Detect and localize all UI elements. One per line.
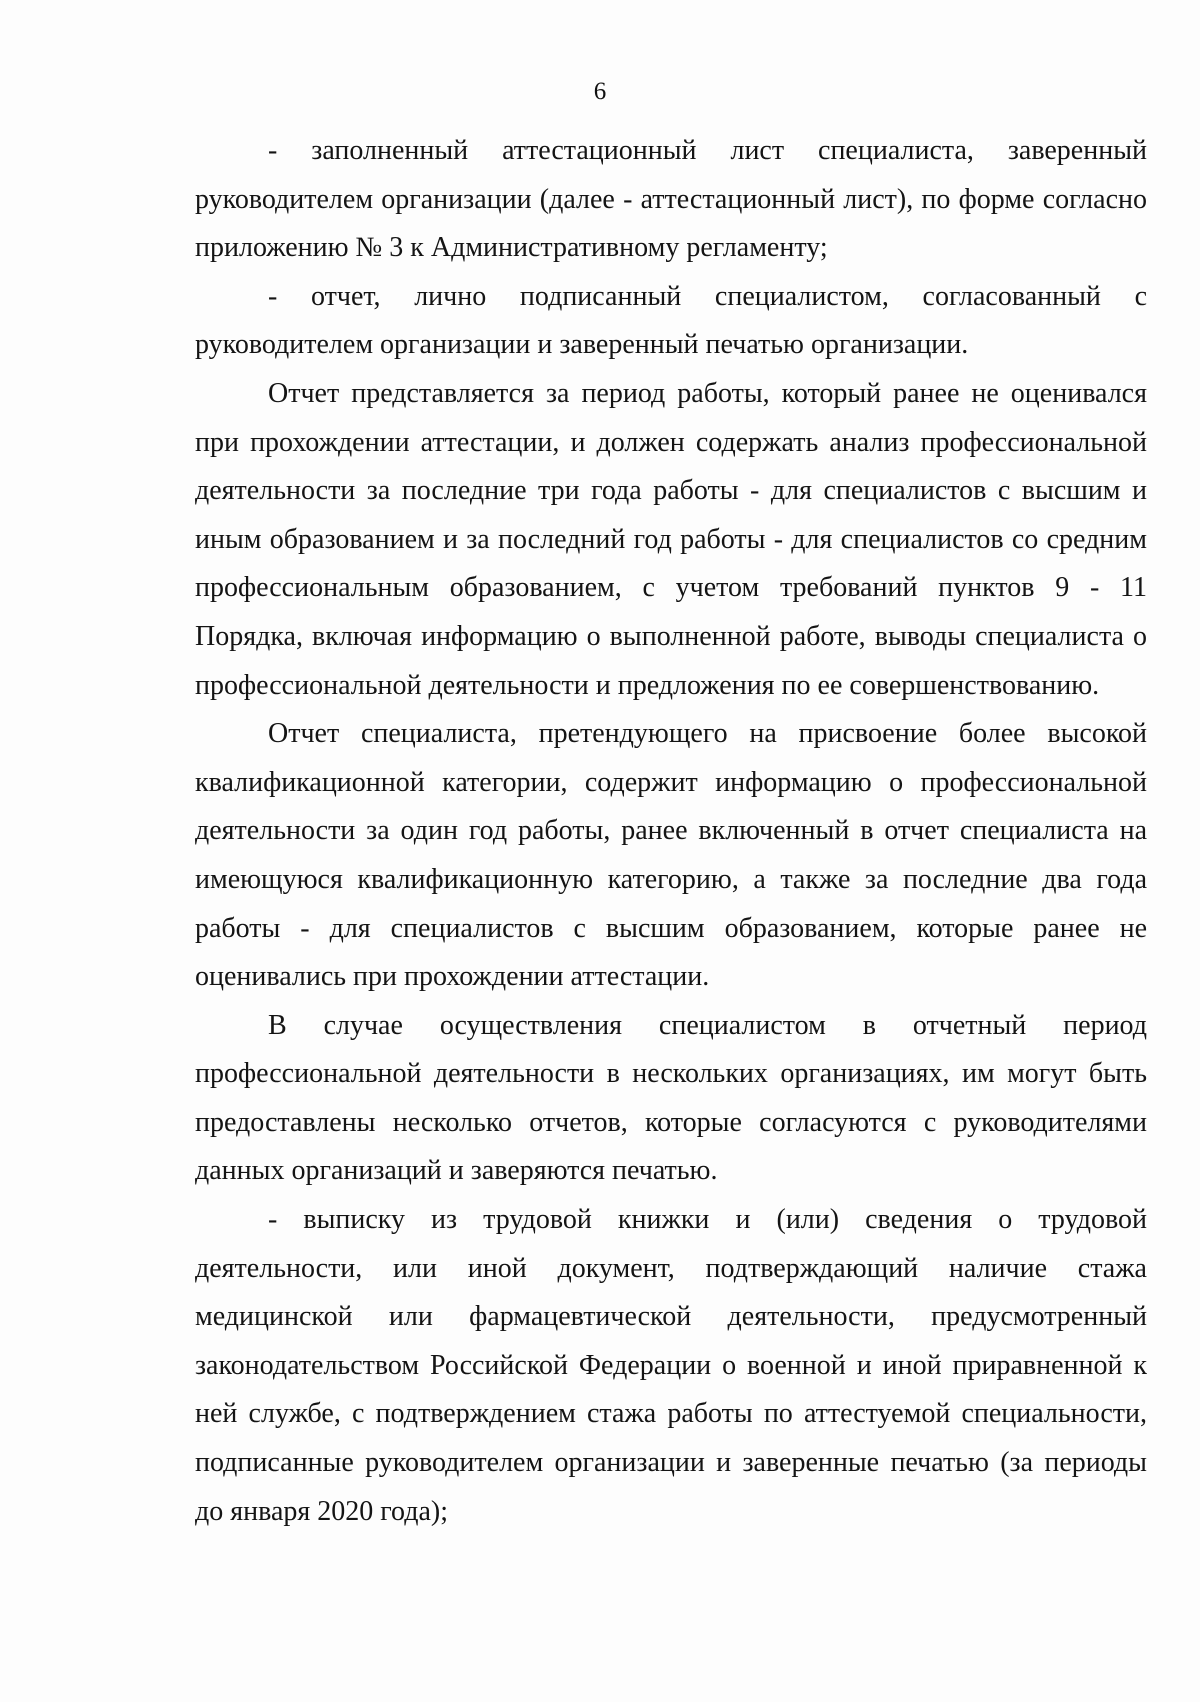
paragraph-multiple-organizations: В случае осуществления специалистом в отчетный период профессиональной деятельности в нескольких организациях, им могут быть предоставлены несколько отчетов, которые согласуются с руководителями данных организаций и заверяются печатью. bbox=[195, 1009, 1147, 1187]
paragraph-higher-category-report: Отчет специалиста, претендующего на присвоение более высокой квалификационной категории, содержит информацию о профессиональной деятельности за один год работы, ранее включенный в отчет специалиста на имеющуюся квалификационную категорию, а также за последние два года работы - для специалистов с высшим образованием, которые ранее не оценивались при прохождении аттестации. bbox=[195, 718, 1147, 993]
paragraph-employment-record: - выписку из трудовой книжки и (или) сведения о трудовой деятельности, или иной документ, подтверждающий наличие стажа медицинской или фармацевтической деятельности, предусмотренный законодательством Российской Федерации о военной и иной приравненной к ней службе, с подтверждением стажа работы по аттестуемой специальности, подписанные руководителем организации и заверенные печатью (за периоды до января 2020 года); bbox=[195, 1204, 1147, 1527]
document-body bbox=[195, 127, 1147, 1536]
paragraph-report-period: Отчет представляется за период работы, который ранее не оценивался при прохождении аттестации, и должен содержать анализ профессиональной деятельности за последние три года работы - для специалистов с высшим и иным образованием и за последний год работы - для специалистов со средним профессиональным образованием, с учетом требований пунктов 9 - 11 Порядка, включая информацию о выполненной работе, выводы специалиста о профессиональной деятельности и предложения по ее совершенствованию. bbox=[195, 377, 1147, 701]
paragraph-attestation-sheet: - заполненный аттестационный лист специалиста, заверенный руководителем организации (далее - аттестационный лист), по форме согласно приложению № 3 к Административному регламенту; bbox=[195, 135, 1147, 264]
paragraph-report-signed: - отчет, лично подписанный специалистом, согласованный с руководителем организации и заверенный печатью организации. bbox=[195, 280, 1147, 361]
page-number: 6 bbox=[593, 78, 607, 105]
